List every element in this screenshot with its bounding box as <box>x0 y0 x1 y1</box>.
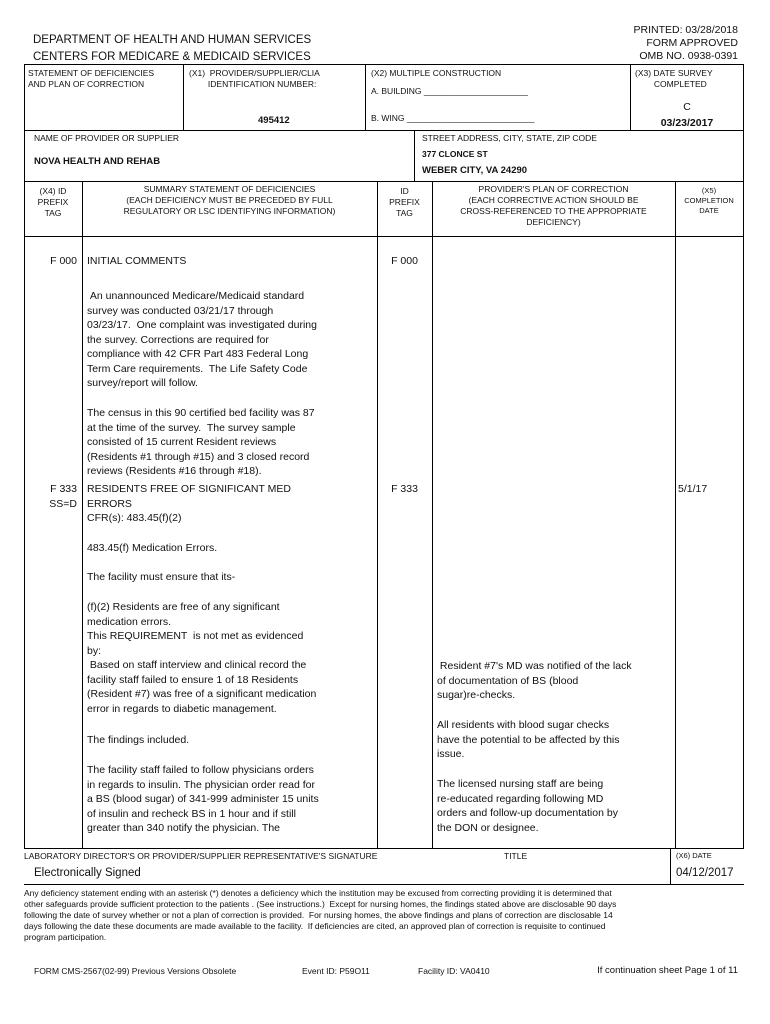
street-address: 377 CLONCE ST <box>422 149 488 159</box>
rule-columns-bottom <box>24 236 744 237</box>
rule-col-plan <box>432 181 433 848</box>
provider-name: NOVA HEALTH AND REHAB <box>34 156 161 167</box>
x3-label: (X3) DATE SURVEY COMPLETED <box>635 68 713 89</box>
form-approved: FORM APPROVED <box>646 37 738 49</box>
printed-date: PRINTED: 03/28/2018 <box>633 24 738 36</box>
department-line-2: CENTERS FOR MEDICARE & MEDICAID SERVICES <box>33 51 311 63</box>
rule-signature-bottom <box>24 884 744 885</box>
wing-label: B. WING ___________________________ <box>371 113 535 123</box>
x3-c: C <box>683 101 691 113</box>
plan-all-residents: All residents with blood sugar checks have the potential to be affected by this issue. <box>437 719 620 760</box>
statement-label: STATEMENT OF DEFICIENCIES AND PLAN OF CORRECTION <box>28 68 155 89</box>
x1-label: (X1) PROVIDER/SUPPLIER/CLIA IDENTIFICATION NUMBER: <box>189 68 320 89</box>
footer-form-number: FORM CMS-2567(02-99) Previous Versions Obsolete <box>34 966 237 976</box>
rule-right-top <box>743 64 744 182</box>
department-line-1: DEPARTMENT OF HEALTH AND HUMAN SERVICES <box>33 34 312 46</box>
tag-ssd: SS=D <box>49 498 77 510</box>
initial-comments-title: INITIAL COMMENTS <box>87 255 187 267</box>
address-label: STREET ADDRESS, CITY, STATE, ZIP CODE <box>422 133 597 143</box>
rule-signature-date <box>670 848 671 884</box>
tag-f000-right: F 000 <box>391 255 418 267</box>
rule-x1 <box>183 64 184 130</box>
col-summary-header: SUMMARY STATEMENT OF DEFICIENCIES (EACH DEFICIENCY MUST BE PRECEDED BY FULL REGULATORY OR LSC IDENTIFYING INFORMATION) <box>123 184 336 216</box>
para-physician-orders: The facility staff failed to follow physicians orders in regards to insulin. The physician order read for a BS (blood sugar) of 341-999 administer 15 units of insulin and recheck BS in 1 hour and if still greater than 340 notify the physician. The <box>87 764 319 834</box>
rule-col-left <box>24 181 25 848</box>
para-survey: An unannounced Medicare/Medicaid standard survey was conducted 03/21/17 through 03/23/17. One complaint was investigated during the survey. Corrections are required for compliance with 42 CFR Part 483 Federal Long Term Care requirements. The Life Safety Code survey/report will follow. <box>87 290 317 389</box>
x1-value: 495412 <box>258 115 290 126</box>
plan-resident-7: Resident #7's MD was notified of the lack of documentation of BS (blood sugar)re-checks. <box>437 660 632 701</box>
x3-date: 03/23/2017 <box>660 117 714 129</box>
col-plan-header: PROVIDER'S PLAN OF CORRECTION (EACH CORRECTIVE ACTION SHOULD BE CROSS-REFERENCED TO THE APPROPRIATE DEFICIENCY) <box>460 184 647 227</box>
rule-body-bottom <box>24 848 744 849</box>
building-label: A. BUILDING ______________________ <box>371 86 528 96</box>
date-label: (X6) DATE <box>676 851 712 860</box>
rule-top <box>24 64 744 65</box>
para-medication-errors: 483.45(f) Medication Errors. <box>87 542 218 554</box>
tag-f333-right: F 333 <box>391 483 418 495</box>
signature-label: LABORATORY DIRECTOR'S OR PROVIDER/SUPPLIER REPRESENTATIVE'S SIGNATURE <box>24 851 378 861</box>
x2-label: (X2) MULTIPLE CONSTRUCTION <box>371 68 502 78</box>
footer-event-id: Event ID: P59O11 <box>302 966 370 976</box>
rule-col-x5 <box>675 181 676 848</box>
col-x5-header: (X5) COMPLETION DATE <box>684 186 734 215</box>
city-state-zip: WEBER CITY, VA 24290 <box>422 165 528 176</box>
col-x4-header: (X4) ID PREFIX TAG <box>37 186 69 218</box>
omb-number: OMB NO. 0938-0391 <box>639 50 738 62</box>
rule-address <box>414 130 415 181</box>
para-requirement: (f)(2) Residents are free of any significant medication errors. This REQUIREMENT is not met as evidenced by: Based on staff interview and clinical record the facility staff failed to ensure 1 of 18 Residents (Resident #7) was free of a significant medication error in regards to diabetic management. <box>87 601 317 715</box>
footer-facility-id: Facility ID: VA0410 <box>418 966 490 976</box>
rule-col-summary <box>82 181 83 848</box>
para-facility-must: The facility must ensure that its- <box>87 571 236 583</box>
rule-col-right <box>743 181 744 848</box>
para-findings: The findings included. <box>87 734 190 746</box>
title-label: TITLE <box>504 851 528 861</box>
completion-date: 5/1/17 <box>678 483 708 495</box>
footer-page: If continuation sheet Page 1 of 11 <box>597 965 738 976</box>
col-id-header: ID PREFIX TAG <box>389 186 420 218</box>
plan-nursing-staff: The licensed nursing staff are being re-educated regarding following MD orders and follow-up documentation by the DON or designee. <box>437 778 618 834</box>
provider-name-label: NAME OF PROVIDER OR SUPPLIER <box>34 133 179 143</box>
disclaimer-text: Any deficiency statement ending with an asterisk (*) denotes a deficiency which the institution may be excused from correcting providing it is determined that other safeguards provide sufficient protection to the patients . (See instructions.) Except for nursing homes, the findings stated above are disclosable 90 days following the date of survey whether or not a plan of correction is provided. For nursing homes, the above findings and plans of correction are disclosable 14 days following the date these documents are made available to the facility. If deficiencies are cited, an approved plan of correction is requisite to continued program participation. <box>24 888 617 942</box>
rule-col-id <box>377 181 378 848</box>
tag-f333: F 333 <box>50 483 77 495</box>
rule-x2 <box>365 64 366 130</box>
rule-left-top <box>24 64 25 182</box>
signature-date: 04/12/2017 <box>676 867 734 879</box>
tag-f000: F 000 <box>50 255 77 267</box>
signature-value: Electronically Signed <box>34 867 141 879</box>
para-census: The census in this 90 certified bed facility was 87 at the time of the survey. The survey sample consisted of 15 current Resident reviews (Residents #1 through #15) and 3 closed record reviews (Residents #16 through #18). <box>87 407 315 477</box>
f333-title: RESIDENTS FREE OF SIGNIFICANT MED ERRORS CFR(s): 483.45(f)(2) <box>87 483 291 524</box>
rule-provider-bottom <box>24 181 744 182</box>
